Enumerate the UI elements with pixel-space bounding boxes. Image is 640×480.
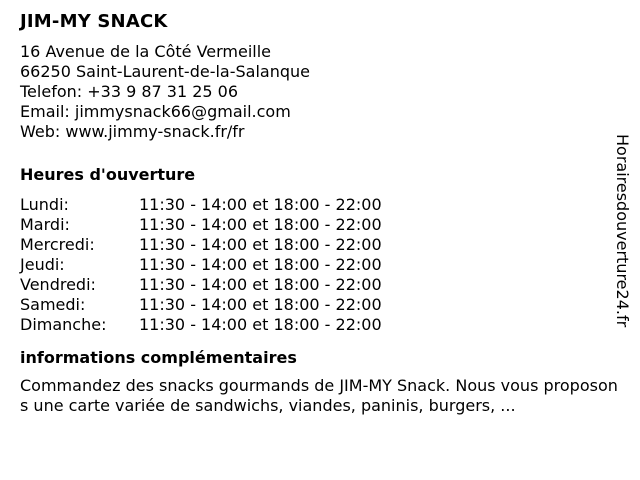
hours-row-saturday	[20, 295, 605, 315]
additional-info-text: Commandez des snacks gourmands de JIM-MY Snack. Nous vous proposons une carte variée de sandwichs, viandes, paninis, burgers, ...	[20, 376, 618, 415]
opening-hours-heading: Heures d'ouverture	[20, 165, 196, 184]
hours-row-friday	[20, 275, 605, 295]
day-label: Jeudi:	[20, 255, 65, 274]
opening-hours-table	[20, 195, 605, 335]
hours-row-sunday	[20, 315, 605, 335]
day-label: Samedi:	[20, 295, 86, 314]
site-watermark: Horairesdouverture24.fr	[613, 134, 632, 328]
day-label: Dimanche:	[20, 315, 107, 334]
business-address	[20, 42, 605, 142]
day-hours: 11:30 - 14:00 et 18:00 - 22:00	[139, 275, 382, 294]
address-city: 66250 Saint-Laurent-de-la-Salanque	[20, 62, 310, 81]
hours-row-thursday	[20, 255, 605, 275]
day-hours: 11:30 - 14:00 et 18:00 - 22:00	[139, 295, 382, 314]
day-label: Mercredi:	[20, 235, 95, 254]
address-street: 16 Avenue de la Côté Vermeille	[20, 42, 272, 61]
day-label: Vendredi:	[20, 275, 96, 294]
day-hours: 11:30 - 14:00 et 18:00 - 22:00	[139, 195, 382, 214]
website-address: Web: www.jimmy-snack.fr/fr	[20, 122, 245, 141]
business-name: JIM-MY SNACK	[20, 11, 168, 32]
email-address: Email: jimmysnack66@gmail.com	[20, 102, 291, 121]
additional-info-heading: informations complémentaires	[20, 348, 297, 367]
day-hours: 11:30 - 14:00 et 18:00 - 22:00	[139, 315, 382, 334]
day-label: Lundi:	[20, 195, 69, 214]
hours-row-monday	[20, 195, 605, 215]
hours-row-wednesday	[20, 235, 605, 255]
business-card	[20, 10, 618, 416]
day-hours: 11:30 - 14:00 et 18:00 - 22:00	[139, 255, 382, 274]
day-hours: 11:30 - 14:00 et 18:00 - 22:00	[139, 235, 382, 254]
day-label: Mardi:	[20, 215, 70, 234]
day-hours: 11:30 - 14:00 et 18:00 - 22:00	[139, 215, 382, 234]
phone-number: Telefon: +33 9 87 31 25 06	[20, 82, 239, 101]
hours-row-tuesday	[20, 215, 605, 235]
